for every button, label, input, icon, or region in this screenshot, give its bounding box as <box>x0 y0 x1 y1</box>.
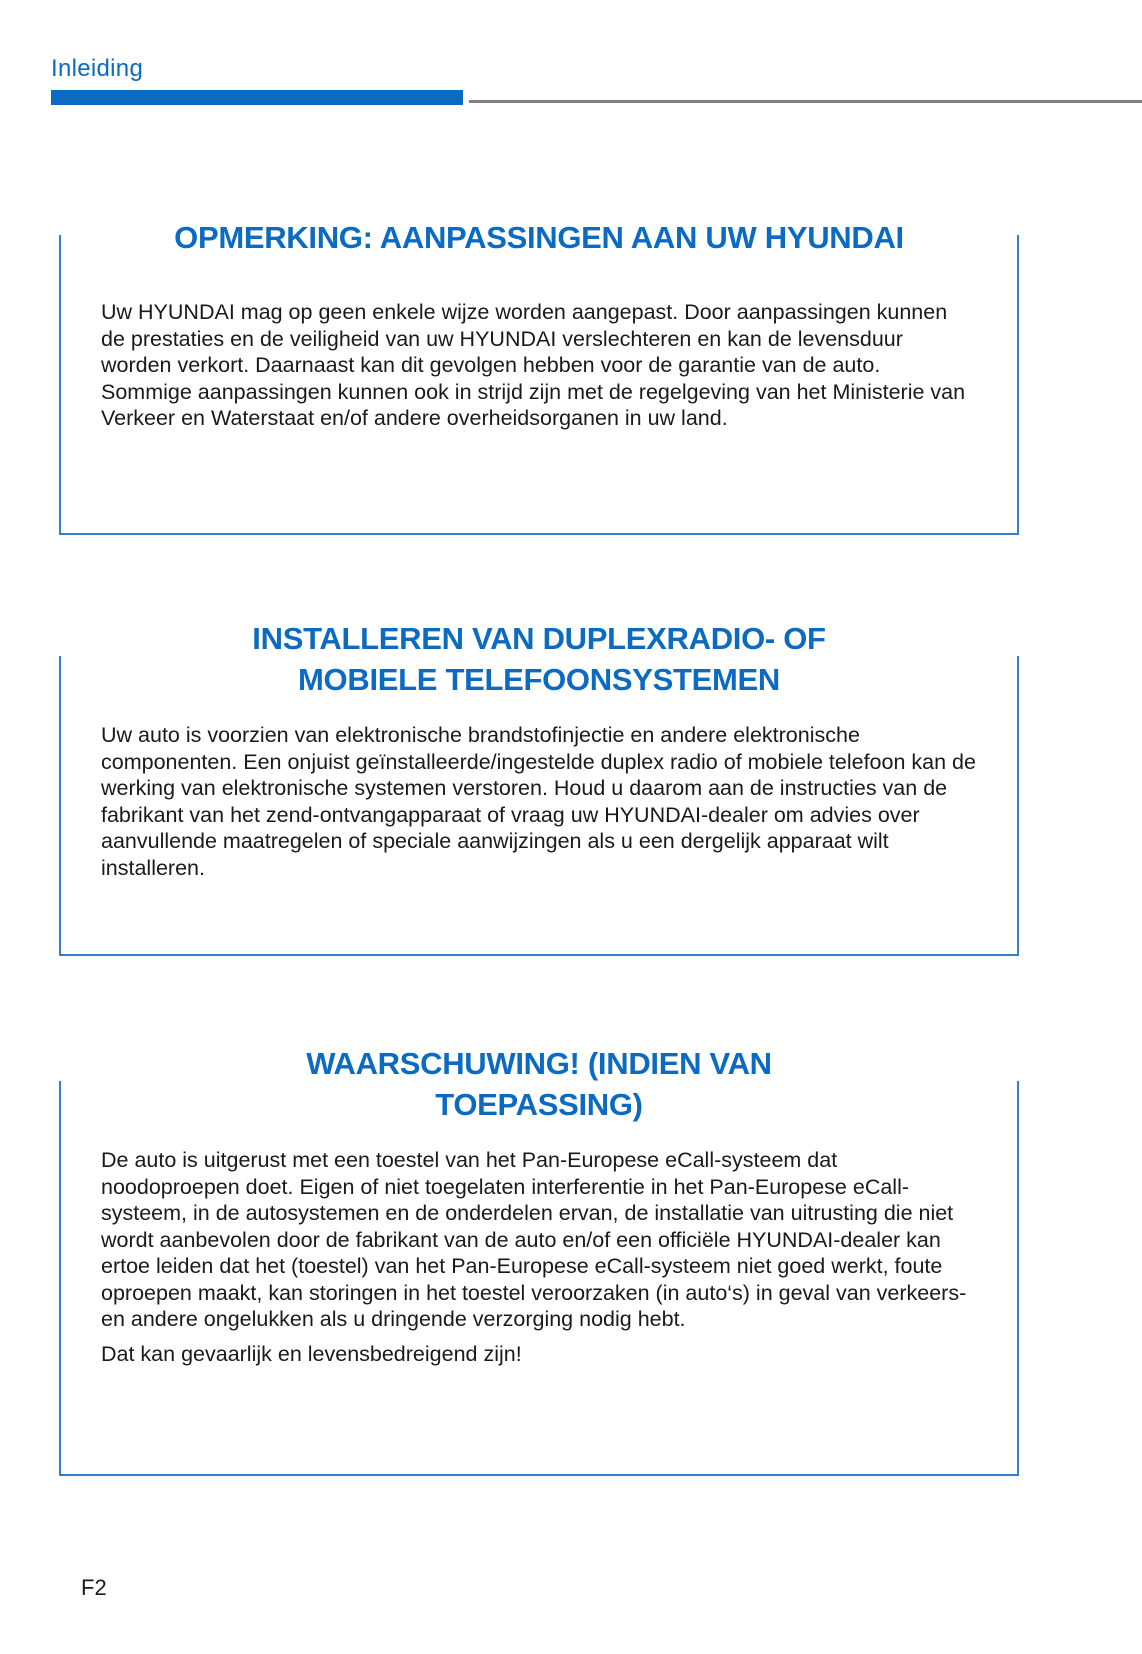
notice-box-modifications <box>59 220 1019 535</box>
notice-paragraph: Uw HYUNDAI mag op geen enkele wijze worden aangepast. Door aanpassingen kunnen de prestaties en de veiligheid van uw HYUNDAI verslechteren en kan de levensduur worden verkort. Daarnaast kan dit gevolgen hebben voor de garantie van de auto. Sommige aanpassingen kunnen ook in strijd zijn met de regelgeving van het Ministerie van Verkeer en Waterstaat en/of andere overheidsorganen in uw land. <box>101 300 966 430</box>
warning-box-ecall <box>59 1046 1019 1476</box>
notice-body <box>101 722 977 889</box>
notice-title-line-1: INSTALLEREN VAN DUPLEXRADIO- OF <box>252 618 825 659</box>
notice-title-text <box>222 618 855 700</box>
notice-title-text: OPMERKING: AANPASSINGEN AAN UW HYUNDAI <box>164 217 914 258</box>
notice-title <box>61 618 1017 700</box>
warning-title <box>61 1043 1017 1125</box>
page-number: F2 <box>81 1575 107 1600</box>
notice-title <box>61 217 1017 258</box>
notice-box-radio <box>59 621 1019 956</box>
warning-paragraph: De auto is uitgerust met een toestel van het Pan-Europese eCall-systeem dat noodoproepen doet. Eigen of niet toegelaten interferentie in het Pan-Europese eCall-systeem, in de autosystemen en de onderdelen ervan, de installatie van uitrusting die niet wordt aanbevolen door de fabrikant van de auto en/of een officiële HYUNDAI-dealer kan ertoe leiden dat het (toestel) van het Pan-Europese eCall-systeem niet goed werkt, foute oproepen maakt, kan storingen in het toestel veroorzaken (in auto‘s) in geval van verkeers- en andere ongelukken als u dringende verzorging nodig hebt. <box>101 1148 967 1331</box>
warning-paragraph: Dat kan gevaarlijk en levensbedreigend zijn! <box>101 1341 522 1366</box>
warning-title-text <box>276 1043 802 1125</box>
notice-title-line-2: MOBIELE TELEFOONSYSTEMEN <box>298 659 780 700</box>
header-divider <box>469 100 1142 103</box>
section-label: Inleiding <box>51 55 144 82</box>
notice-paragraph: Uw auto is voorzien van elektronische brandstofinjectie en andere elektronische componenten. Een onjuist geïnstalleerde/ingestelde duplex radio of mobiele telefoon kan de werking van elektronische systemen verstoren. Houd u daarom aan de instructies van de fabrikant van het zend-ontvangapparaat of vraag uw HYUNDAI-dealer om advies over aanvullende maatregelen of speciale aanwijzingen als u een dergelijk apparaat wilt installeren. <box>101 723 976 880</box>
warning-title-line-2: TOEPASSING) <box>435 1084 642 1125</box>
warning-body <box>101 1147 977 1375</box>
warning-title-line-1: WAARSCHUWING! (INDIEN VAN <box>306 1043 772 1084</box>
header-accent-bar <box>51 90 463 105</box>
notice-body <box>101 299 977 440</box>
